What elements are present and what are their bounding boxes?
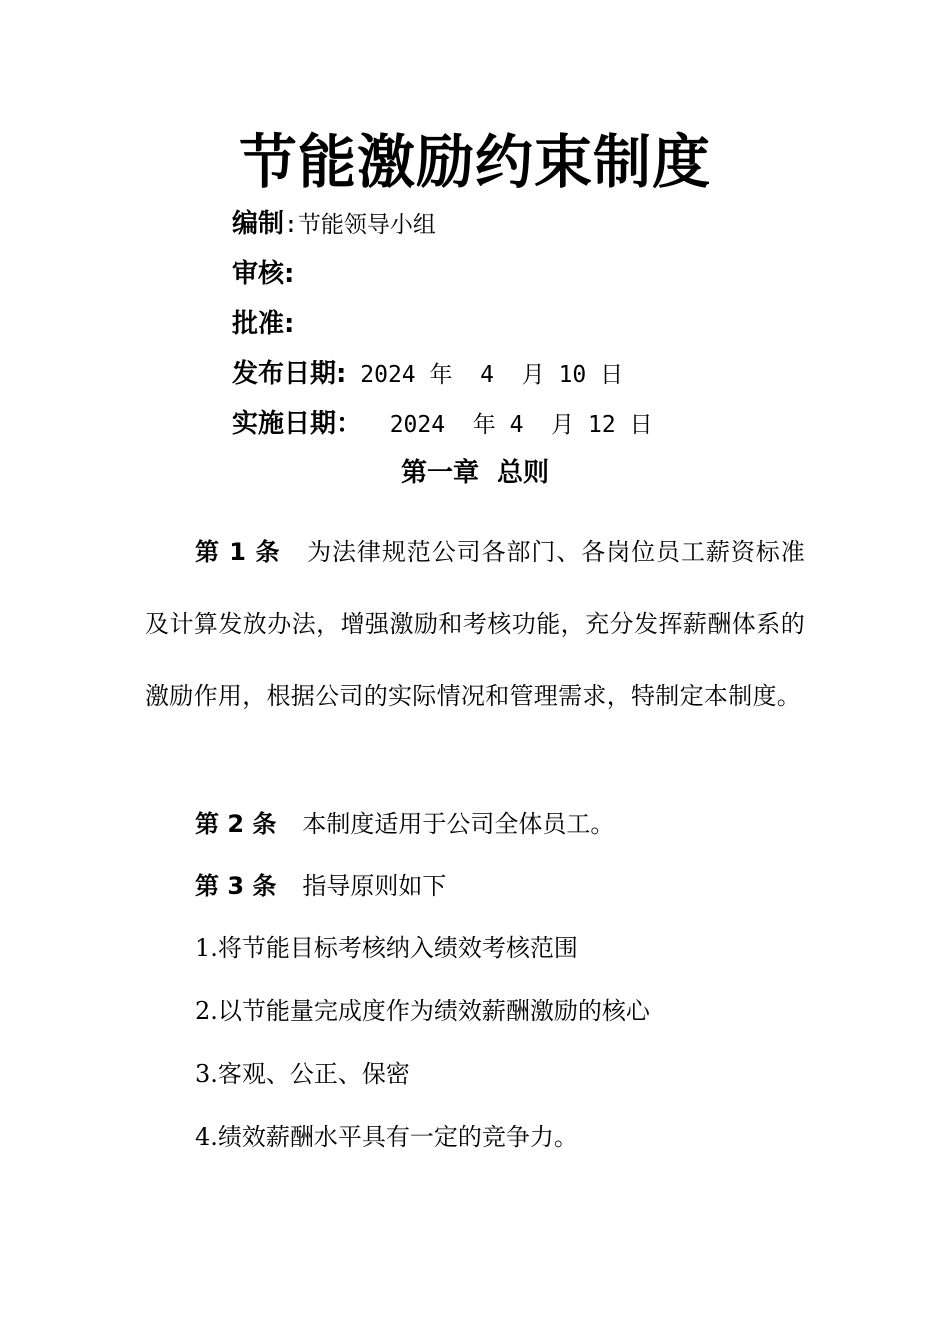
article-3-label: 第 3 条 xyxy=(195,872,277,900)
document-title: 节能激励约束制度 xyxy=(238,128,711,196)
meta-label-release-date: 发布日期: xyxy=(232,359,347,389)
principle-item-2: 2.以节能量完成度作为绩效薪酬激励的核心 xyxy=(195,997,650,1025)
principle-item-1: 1.将节能目标考核纳入绩效考核范围 xyxy=(195,934,578,962)
article-2 xyxy=(195,807,614,841)
meta-approver xyxy=(232,308,294,341)
meta-effective-date xyxy=(232,408,653,441)
principle-item-3: 3.客观、公正、保密 xyxy=(195,1060,410,1088)
chapter-heading: 第一章 总则 xyxy=(400,458,550,488)
article-1 xyxy=(145,516,805,732)
meta-release-date xyxy=(232,358,623,391)
article-2-text: 本制度适用于公司全体员工。 xyxy=(302,810,615,838)
article-1-text: 为法律规范公司各部门、各岗位员工薪资标准及计算发放办法，增强激励和考核功能，充分发挥薪酬体系的激励作用，根据公司的实际情况和管理需求，特制定本制度。 xyxy=(145,538,806,710)
meta-compiler xyxy=(232,208,436,241)
article-2-label: 第 2 条 xyxy=(195,810,277,838)
meta-label-compiler: 编制 xyxy=(232,209,285,239)
meta-value-compiler: :节能领导小组 xyxy=(284,212,436,238)
article-3-text: 指导原则如下 xyxy=(302,872,447,900)
meta-label-approver: 批准: xyxy=(232,309,295,339)
article-1-label: 第 1 条 xyxy=(195,538,281,566)
meta-value-effective-date: 2024 年 4 月 12 日 xyxy=(362,412,653,438)
meta-label-reviewer: 审核: xyxy=(232,259,295,289)
article-3 xyxy=(195,869,446,903)
meta-label-effective-date: 实施日期： xyxy=(232,409,363,439)
meta-reviewer xyxy=(232,258,294,291)
principle-item-4: 4.绩效薪酬水平具有一定的竞争力。 xyxy=(195,1123,578,1151)
meta-value-release-date: 2024 年 4 月 10 日 xyxy=(346,362,624,388)
